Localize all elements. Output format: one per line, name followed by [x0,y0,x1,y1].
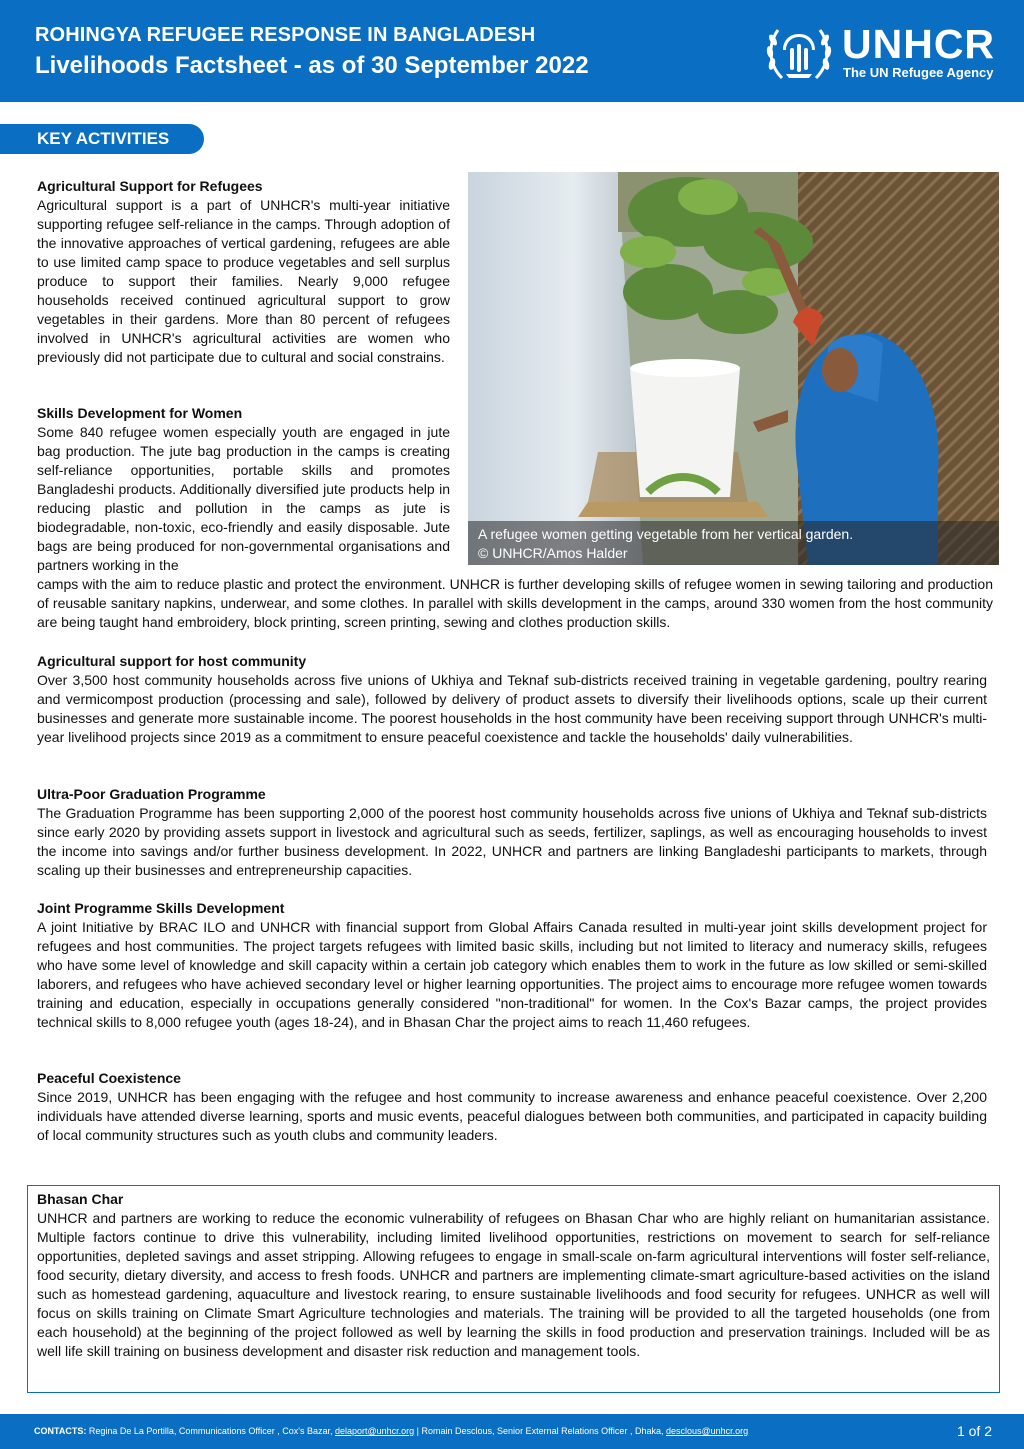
section-skills-women [37,404,450,575]
contact-separator: | [414,1426,422,1436]
section-heading: Skills Development for Women [37,405,243,421]
contact1: Regina De La Portilla, Communications Officer , Cox's Bazar, [86,1426,335,1436]
page-title: Livelihoods Factsheet - as of 30 September 2022 [35,52,589,79]
section-agri-host [37,652,987,747]
section-body: Over 3,500 host community households across five unions of Ukhiya and Teknaf sub-districts received training in vegetable gardening, poultry rearing and vermicompost production (processing and sale), followed by delivery of product assets to diversify their livelihoods options, scale up their current businesses and generate more sustainable income. The poorest households in the host community have been receiving support through UNHCR's multi-year livelihood projects since 2019 as a commitment to ensure peaceful coexistence and tackle the households' daily vulnerabilities. [37,672,987,745]
header-banner [0,0,1024,102]
section-heading: Ultra-Poor Graduation Programme [37,786,266,802]
logo-wordmark: UNHCR [842,21,996,67]
caption-credit: © UNHCR/Amos Halder [478,545,628,561]
section-skills-women-continued [37,575,993,632]
vertical-garden-photo [468,172,999,565]
contact2: Romain Desclous, Senior External Relations Officer , Dhaka, [421,1426,666,1436]
section-heading: Joint Programme Skills Development [37,900,285,916]
unhcr-logo [764,20,1014,84]
email1-link[interactable]: delaport@unhcr.org [334,1426,415,1436]
caption-line1: A refugee women getting vegetable from her vertical garden. [478,526,854,542]
section-heading: Peaceful Coexistence [37,1070,181,1086]
footer-contacts [34,1426,748,1436]
contacts-label: CONTACTS: [34,1426,87,1436]
section-joint-programme [37,899,987,1032]
bhasan-char-box [27,1185,1000,1393]
laurel-emblem-icon [764,20,834,84]
page-number: 1 of 2 [956,1423,992,1439]
photo-caption [468,521,999,565]
key-activities-label: KEY ACTIVITIES [0,124,204,154]
logo-tagline: The UN Refugee Agency [843,65,994,80]
box-heading: Bhasan Char [37,1191,124,1207]
footer-bar [0,1414,1024,1449]
section-body: The Graduation Programme has been supporting 2,000 of the poorest host community households across five unions of Ukhiya and Teknaf sub-districts since early 2020 by providing assets support in livestock and agricultural such as seeds, fertilizer, saplings, as well as encouraging households to invest the income into savings and/or further business development. In 2022, UNHCR and partners are linking Bangladeshi participants to markets, through scaling up their businesses and entrepreneurship capacities. [37,805,987,878]
section-peaceful-coexistence [37,1069,987,1145]
section-body-part1: Some 840 refugee women especially youth are engaged in jute bag production. The jute bag production in the camps is creating self-reliance opportunities, portable skills and promotes Bangladeshi products. Additionally diversified jute products help in reducing plastic and pollution in the camps as jute is biodegradable, non-toxic, eco-friendly and easily disposable. Jute bags are being produced for non-governmental organisations and partners working in the [37,424,450,573]
section-body: Since 2019, UNHCR has been engaging with the refugee and host community to increase awareness and enhance peaceful coexistence. Over 2,200 individuals have attended diverse learning, sports and music events, peaceful dialogues between both communities, and participated in capacity building of local community structures such as youth clubs and community leaders. [37,1089,987,1143]
section-heading: Agricultural Support for Refugees [37,178,263,194]
section-graduation [37,785,987,880]
photo-illustration [468,172,999,565]
box-body: UNHCR and partners are working to reduce the economic vulnerability of refugees on Bhasan Char who are highly reliant on humanitarian assistance. Multiple factors continue to drive this vulnerability, including limited livelihood opportunities, restrictions on movement to search for self-reliance opportunities, depleted savings and asset stripping. Allowing refugees to engage in small-scale on-farm agricultural interventions will foster self-reliance, food security, dietary diversity, and access to fresh foods. UNHCR and partners are implementing climate-smart agriculture-based activities on the island such as homestead gardening, aquaculture and livestock rearing, to ensure sustainable livelihoods and food security for refugees. UNHCR as well will focus on skills training on Climate Smart Agriculture technologies and materials. The training will be provided to all the targeted households (one from each household) at the beginning of the project followed as well by learning the skills in food production and preservation trainings. Included will be as well life skill training on business development and disaster risk reduction and management tools. [37,1210,990,1359]
email2-link[interactable]: desclous@unhcr.org [665,1426,749,1436]
section-body: Agricultural support is a part of UNHCR's multi-year initiative supporting refugee self-reliance in the camps. Through adoption of the innovative approaches of vertical gardening, refugees are able to use limited camp space to produce vegetables and sell surplus produce to support their families. Nearly 9,000 refugee households received continued agricultural support to grow vegetables in their gardens. More than 80 percent of refugees involved in UNHCR's agricultural activities are women who previously did not participate due to cultural and social constrains. [37,197,450,365]
header-kicker: ROHINGYA REFUGEE RESPONSE IN BANGLADESH [35,24,536,46]
section-body: A joint Initiative by BRAC ILO and UNHCR with financial support from Global Affairs Canada resulted in multi-year joint skills development project for refugees and host communities. The project targets refugees with limited basic skills, including but not limited to literacy and numeracy skills, refugees who have some level of knowledge and skill capacity within a certain job category which enables them to work in the future as low skilled or semi-skilled laborers, and refugees who have achieved secondary level or higher learning opportunities. The project aims to encourage more refugee women towards training and education, especially in occupations generally considered "non-traditional" for women. In the Cox's Bazar camps, the project provides technical skills to 8,000 refugee youth (ages 18-24), and in Bhasan Char the project aims to reach 11,460 refugees. [37,919,987,1030]
section-agri-refugees [37,177,450,367]
section-heading: Agricultural support for host community [37,653,307,669]
section-body-part2: camps with the aim to reduce plastic and protect the environment. UNHCR is further developing skills of refugee women in sewing tailoring and production of reusable sanitary napkins, underwear, and some clothes. In parallel with skills development in the camps, around 330 women from the host community are being taught hand embroidery, block printing, screen printing, sewing and clothes production skills. [37,576,993,630]
